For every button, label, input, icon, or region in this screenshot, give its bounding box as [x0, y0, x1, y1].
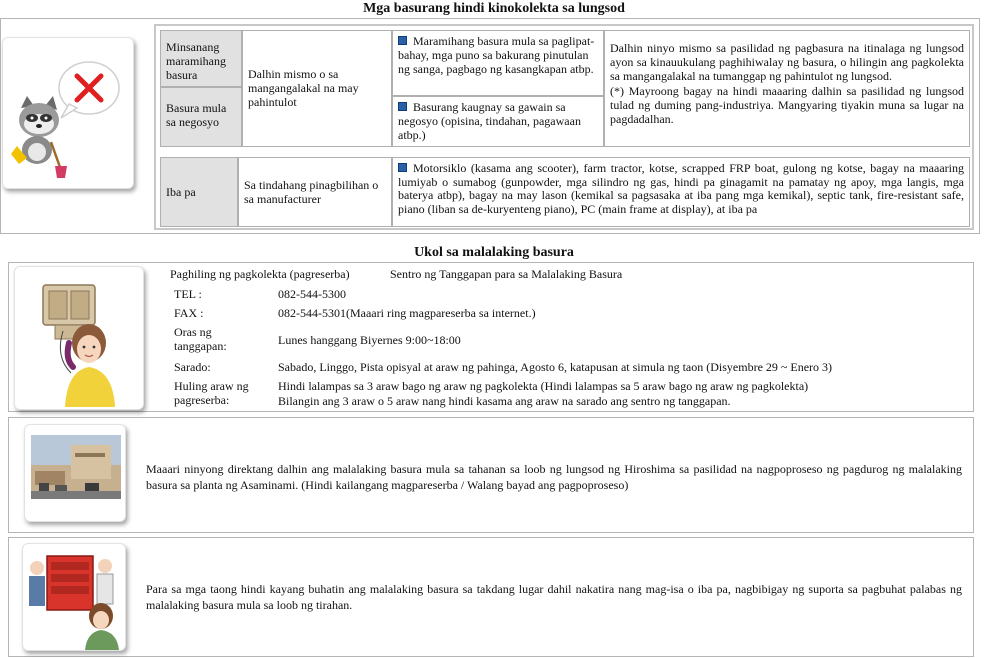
item-moving-waste: Maramihang basura mula sa paglipat-bahay, mga puno sa bakurang pinutulan ng sanga, pagbago ng kasangkapan atbp. [392, 30, 604, 96]
bullet-icon [398, 102, 407, 111]
phone-reservation-card [14, 266, 144, 410]
item-business-waste: Basurang kaugnay sa gawain sa negosyo (opisina, tindahan, pagawaan atbp.) [392, 96, 604, 147]
section-title-not-collected: Mga basurang hindi kinokolekta sa lungsod [363, 1, 625, 16]
reservation-deadline-note: Bilangin ang 3 araw o 5 araw nang hindi kasama ang araw na sarado ang sentro ng tanggapan. [278, 394, 731, 408]
category-business-waste: Basura mula sa negosyo [160, 87, 242, 147]
carry-out-support-icon [23, 544, 127, 652]
reception-center-name: Sentro ng Tanggapan para sa Malalaking Basura [390, 267, 623, 281]
asaminami-plant-icon [25, 425, 127, 523]
reservation-deadline-value: Hindi lalampas sa 3 araw bago ng araw ng pagkolekta (Hindi lalampas sa 5 araw bago ng araw ng pagkolekta) [278, 379, 809, 393]
support-illustration-card [22, 543, 126, 651]
disposal-note [604, 30, 970, 147]
woman-phone-icon [15, 267, 145, 411]
item-others-list: Motorsiklo (kasama ang scooter), farm tractor, kotse, scrapped FRP boat, gulong ng kotse, bagay na maaaring lumiyab o sumabog (gunpowder, mga silindro ng gas, hindi pa ginagamit na pamatay ng apoy, mga langis, mga baterya atbp), bagay na may lason (kemikal sa pagsasaka at iba pang mga kemikal), septic tank, fire-resistant safe, piano (liban sa de-kuryenteng piano), PC (main frame at display), at iba pa [392, 157, 970, 227]
disposal-note-main: Dalhin ninyo mismo sa pasilidad ng pagbasura na itinalaga ng lungsod ayon sa kinauukulang paghihiwalay ng basura, o hilingin ang pagkolekta sa mangangalakal na tumanggap ng pahintulot ng lungsod. [610, 41, 964, 83]
category-others: Iba pa [160, 157, 238, 227]
bring-in-description: Maaari ninyong direktang dalhin ang malalaking basura mula sa tahanan sa loob ng lungsod ng Hiroshima sa pasilidad na nagpoproseso ng pagdurog ng malalaking basura sa planta ng Asaminami. (Hindi kailangang magpareserba / Walang bayad ang pagpoproseso) [146, 462, 962, 492]
fax-label: FAX : [174, 306, 204, 320]
not-collected-table [154, 24, 974, 230]
tel-value[interactable]: 082-544-5300 [278, 287, 346, 301]
bullet-icon [398, 36, 407, 45]
support-description: Para sa mga taong hindi kayang buhatin ang malalaking basura sa takdang lugar dahil nakatira nang mag-isa o iba pa, nagbibigay ng suporta sa pagbuhat palabas ng malalaking basura mula sa loob ng tirahan. [146, 582, 962, 612]
closed-label: Sarado: [174, 360, 211, 374]
raccoon-no-card [2, 37, 134, 189]
fax-value[interactable]: 082-544-5301(Maaari ring magpareserba sa internet.) [278, 306, 536, 320]
disposal-method-store: Sa tindahang pinagbilihan o sa manufacturer [238, 157, 392, 227]
plant-photo-card [24, 424, 126, 522]
reservation-deadline-label: Huling araw ng pagreserba: [174, 379, 249, 407]
office-hours-label: Oras ng tanggapan: [174, 325, 227, 353]
tel-label: TEL : [174, 287, 202, 301]
office-hours-value: Lunes hanggang Biyernes 9:00~18:00 [278, 333, 461, 347]
bullet-icon [398, 163, 407, 172]
raccoon-mascot-icon [3, 38, 135, 190]
disposal-note-caution: (*) Mayroong bagay na hindi maaaring dalhin sa pasilidad ng lungsod tulad ng duming pang-industriya. Mangyaring tiyakin muna sa lugar na pagdadalhan. [610, 84, 964, 126]
section-title-bulky-waste: Ukol sa malalaking basura [414, 245, 574, 260]
closed-value: Sabado, Linggo, Pista opisyal at araw ng pahinga, Agosto 6, katapusan at simula ng taon (Disyembre 29 ~ Enero 3) [278, 360, 833, 374]
request-collection-label: Paghiling ng pagkolekta (pagreserba) [170, 267, 350, 281]
disposal-method-self-or-licensed: Dalhin mismo o sa mangangalakal na may pahintulot [242, 30, 392, 147]
category-bulky-one-time: Minsanang maramihang basura [160, 30, 242, 87]
